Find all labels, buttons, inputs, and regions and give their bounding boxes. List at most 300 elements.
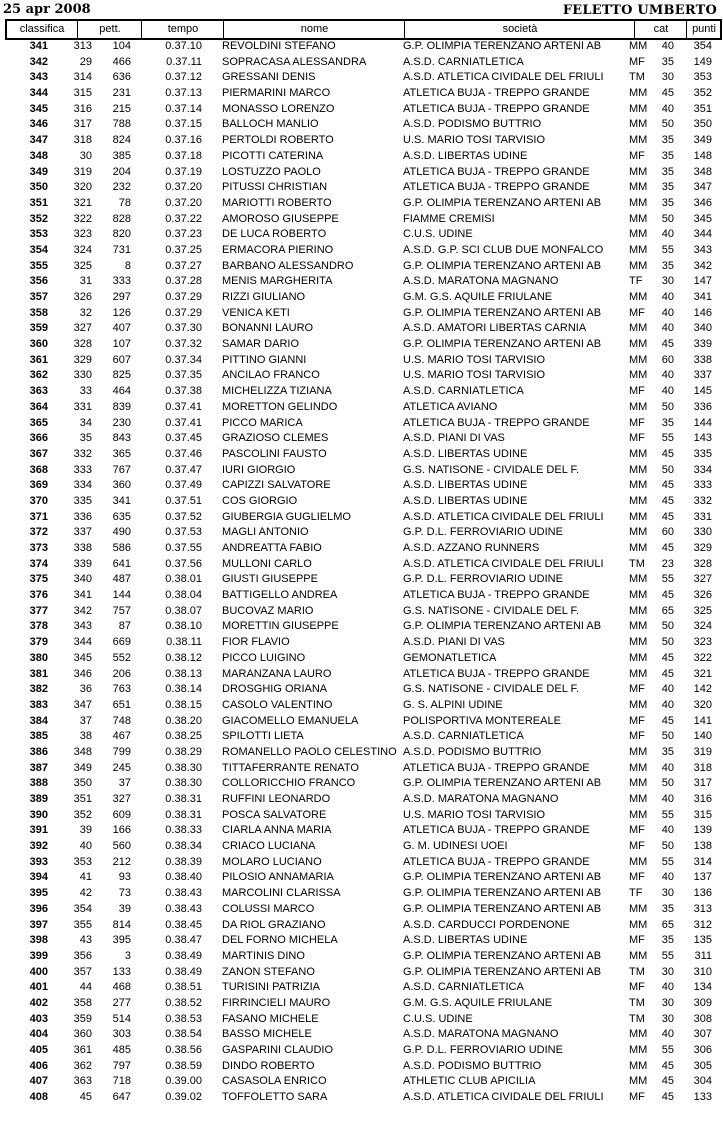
bib-number-cell: 303 [112, 1028, 131, 1041]
athlete-name-cell: VENICA KETI [222, 306, 290, 319]
position-cell: 373 [29, 542, 48, 554]
club-name-cell: G.P. D.L. FERROVIARIO UDINE [403, 1044, 563, 1056]
bib-number-cell: 212 [112, 855, 131, 868]
age-group-cell: 40 [661, 385, 674, 398]
athlete-name-cell: BATTIGELLO ANDREA [222, 589, 338, 602]
athlete-name-cell: PICCO MARICA [222, 416, 303, 429]
position-cell: 400 [29, 965, 48, 978]
category-rank-cell: 326 [73, 291, 92, 303]
athlete-name-cell: FIRRINCIELI MAURO [222, 996, 331, 1009]
bib-number-cell: 206 [112, 667, 131, 680]
club-name-cell: A.S.D. CARNIATLETICA [403, 730, 524, 743]
position-cell: 399 [29, 949, 48, 962]
club-name-cell: C.U.S. UDINE [403, 228, 473, 241]
points-cell: 311 [694, 949, 712, 962]
category-cell: MM [629, 494, 648, 507]
table-row [0, 604, 723, 620]
race-time-cell: 0.38.47 [165, 934, 202, 947]
position-cell: 367 [29, 447, 48, 460]
age-group-cell: 50 [661, 636, 674, 649]
table-row [0, 149, 723, 165]
race-time-cell: 0.37.15 [165, 118, 202, 131]
table-row [0, 729, 723, 745]
table-row [0, 117, 723, 133]
position-cell: 353 [29, 228, 48, 241]
race-time-cell: 0.37.20 [165, 181, 202, 194]
bib-number-cell: 466 [112, 55, 131, 68]
race-time-cell: 0.37.18 [165, 149, 202, 162]
position-cell: 346 [29, 118, 48, 131]
category-rank-cell: 361 [73, 1044, 92, 1056]
points-cell: 307 [693, 1028, 712, 1041]
bib-number-cell: 365 [112, 447, 131, 460]
race-time-cell: 0.38.56 [165, 1044, 202, 1056]
age-group-cell: 40 [661, 291, 674, 303]
age-group-cell: 35 [661, 134, 674, 147]
bib-number-cell: 824 [112, 134, 131, 147]
athlete-name-cell: CIARLA ANNA MARIA [222, 824, 332, 837]
athlete-name-cell: ANCILAO FRANCO [222, 369, 320, 382]
club-name-cell: G.S. NATISONE - CIVIDALE DEL F. [403, 604, 580, 617]
category-cell: MM [629, 745, 648, 758]
age-group-cell: 40 [661, 102, 674, 115]
race-time-cell: 0.38.07 [165, 604, 202, 617]
category-cell: MM [629, 918, 648, 931]
bib-number-cell: 757 [112, 604, 131, 617]
club-name-cell: U.S. MARIO TOSI TARVISIO [403, 369, 546, 382]
club-name-cell: ATLETICA BUJA - TREPPO GRANDE [403, 181, 590, 194]
category-cell: MM [629, 463, 648, 476]
table-row [0, 1027, 723, 1043]
bib-number-cell: 560 [112, 840, 131, 853]
bib-number-cell: 395 [112, 934, 131, 947]
points-cell: 339 [693, 338, 712, 351]
athlete-name-cell: REVOLDINI STEFANO [222, 40, 336, 52]
bib-number-cell: 763 [112, 683, 131, 696]
category-rank-cell: 347 [73, 698, 92, 711]
position-cell: 375 [29, 573, 48, 586]
race-time-cell: 0.37.41 [165, 400, 202, 413]
category-cell: TM [629, 965, 645, 978]
category-rank-cell: 320 [73, 181, 92, 194]
club-name-cell: G.M. G.S. AQUILE FRIULANE [403, 291, 553, 303]
category-cell: MM [629, 667, 648, 680]
col-header-classifica: classifica [19, 23, 65, 35]
position-cell: 405 [29, 1044, 48, 1056]
age-group-cell: 30 [661, 71, 674, 84]
athlete-name-cell: PICOTTI CATERINA [222, 149, 324, 162]
athlete-name-cell: PICCO LUIGINO [222, 651, 306, 664]
category-rank-cell: 316 [73, 102, 92, 115]
age-group-cell: 35 [661, 934, 674, 947]
athlete-name-cell: AMOROSO GIUSEPPE [222, 212, 339, 225]
points-cell: 140 [693, 730, 712, 743]
table-row [0, 776, 723, 792]
table-row [0, 651, 723, 667]
category-rank-cell: 360 [73, 1028, 92, 1041]
bib-number-cell: 232 [112, 181, 131, 194]
age-group-cell: 30 [661, 965, 674, 978]
table-row [0, 321, 723, 337]
category-cell: MM [629, 902, 648, 915]
table-row [0, 855, 723, 871]
club-name-cell: A.S.D. PIANI DI VAS [403, 432, 505, 445]
bib-number-cell: 669 [112, 636, 131, 649]
race-time-cell: 0.37.23 [165, 228, 202, 241]
category-rank-cell: 40 [79, 840, 92, 853]
age-group-cell: 55 [661, 949, 674, 962]
club-name-cell: A.S.D. CARNIATLETICA [403, 981, 524, 994]
position-cell: 361 [29, 353, 48, 366]
club-name-cell: A.S.D. ATLETICA CIVIDALE DEL FRIULI [403, 557, 604, 570]
category-cell: TM [629, 996, 645, 1009]
table-row [0, 823, 723, 839]
position-cell: 359 [29, 322, 48, 335]
race-time-cell: 0.37.41 [165, 416, 202, 429]
category-rank-cell: 332 [73, 447, 92, 460]
category-rank-cell: 322 [73, 212, 92, 225]
position-cell: 383 [29, 698, 48, 711]
bib-number-cell: 39 [118, 902, 131, 915]
category-rank-cell: 337 [73, 526, 92, 539]
category-cell: MM [629, 291, 648, 303]
race-time-cell: 0.38.40 [165, 871, 202, 884]
athlete-name-cell: GIUBERGIA GUGLIELMO [222, 510, 351, 523]
position-cell: 351 [29, 196, 48, 209]
points-cell: 316 [693, 793, 712, 805]
position-cell: 396 [29, 902, 48, 915]
age-group-cell: 40 [661, 228, 674, 241]
category-cell: MM [629, 855, 648, 868]
position-cell: 395 [29, 887, 48, 900]
race-time-cell: 0.38.30 [165, 777, 202, 790]
age-group-cell: 40 [661, 793, 674, 805]
category-cell: MF [629, 1091, 645, 1104]
age-group-cell: 30 [661, 996, 674, 1009]
athlete-name-cell: MULLONI CARLO [222, 557, 312, 570]
bib-number-cell: 586 [112, 542, 131, 554]
position-cell: 387 [29, 761, 48, 774]
points-cell: 330 [693, 526, 712, 539]
table-row [0, 463, 723, 479]
club-name-cell: U.S. MARIO TOSI TARVISIO [403, 353, 546, 366]
points-cell: 320 [693, 698, 712, 711]
position-cell: 385 [29, 730, 48, 743]
athlete-name-cell: IURI GIORGIO [222, 463, 296, 476]
points-cell: 143 [693, 432, 712, 445]
age-group-cell: 45 [661, 651, 674, 664]
athlete-name-cell: DINDO ROBERTO [222, 1059, 315, 1072]
age-group-cell: 30 [661, 275, 674, 288]
athlete-name-cell: DROSGHIG ORIANA [222, 683, 328, 696]
race-time-cell: 0.38.52 [165, 996, 202, 1009]
points-cell: 324 [693, 620, 712, 633]
athlete-name-cell: ROMANELLO PAOLO CELESTINO [222, 745, 397, 758]
points-cell: 146 [693, 306, 712, 319]
age-group-cell: 50 [661, 840, 674, 853]
points-cell: 337 [693, 369, 712, 382]
club-name-cell: G. M. UDINESI UOEI [403, 840, 508, 853]
bib-number-cell: 647 [112, 1091, 131, 1104]
age-group-cell: 35 [661, 149, 674, 162]
category-cell: MM [629, 87, 648, 100]
race-time-cell: 0.37.53 [165, 526, 202, 539]
category-cell: MM [629, 589, 648, 602]
category-rank-cell: 354 [73, 902, 92, 915]
age-group-cell: 40 [661, 1028, 674, 1041]
points-cell: 310 [693, 965, 712, 978]
category-cell: MM [629, 651, 648, 664]
age-group-cell: 65 [661, 918, 674, 931]
club-name-cell: U.S. MARIO TOSI TARVISIO [403, 808, 546, 821]
table-row [0, 886, 723, 902]
col-header-tempo: tempo [141, 21, 224, 38]
club-name-cell: G.S. NATISONE - CIVIDALE DEL F. [403, 463, 580, 476]
points-cell: 349 [693, 134, 712, 147]
club-name-cell: A.S.D. MARATONA MAGNANO [403, 1028, 559, 1041]
athlete-name-cell: ERMACORA PIERINO [222, 243, 334, 256]
category-rank-cell: 39 [79, 824, 92, 837]
age-group-cell: 50 [661, 777, 674, 790]
age-group-cell: 40 [661, 871, 674, 884]
bib-number-cell: 215 [112, 102, 131, 115]
race-time-cell: 0.37.55 [165, 542, 202, 554]
points-cell: 313 [693, 902, 712, 915]
athlete-name-cell: RIZZI GIULIANO [222, 291, 306, 303]
race-time-cell: 0.38.29 [165, 745, 202, 758]
club-name-cell: G.P. OLIMPIA TERENZANO ARTENI AB [403, 777, 602, 790]
col-header-cat: cat [634, 21, 687, 38]
club-name-cell: A.S.D. MARATONA MAGNANO [403, 275, 559, 288]
col-header-pett: pett. [77, 21, 142, 38]
club-name-cell: ATLETICA AVIANO [403, 400, 498, 413]
category-rank-cell: 45 [79, 1091, 92, 1104]
category-cell: MF [629, 840, 645, 853]
points-cell: 340 [693, 322, 712, 335]
table-row [0, 39, 723, 55]
position-cell: 349 [29, 165, 48, 178]
age-group-cell: 40 [661, 306, 674, 319]
category-rank-cell: 340 [73, 573, 92, 586]
category-cell: MF [629, 934, 645, 947]
points-cell: 323 [693, 636, 712, 649]
category-rank-cell: 338 [73, 542, 92, 554]
category-rank-cell: 327 [73, 322, 92, 335]
club-name-cell: G.P. OLIMPIA TERENZANO ARTENI AB [403, 40, 602, 52]
race-time-cell: 0.37.32 [165, 338, 202, 351]
position-cell: 370 [29, 494, 48, 507]
athlete-name-cell: PITUSSI CHRISTIAN [222, 181, 328, 194]
table-row [0, 541, 723, 557]
table-row [0, 353, 723, 369]
bib-number-cell: 126 [112, 306, 131, 319]
position-cell: 374 [29, 557, 48, 570]
age-group-cell: 40 [661, 981, 674, 994]
age-group-cell: 45 [661, 667, 674, 680]
bib-number-cell: 277 [112, 996, 131, 1009]
table-row [0, 70, 723, 86]
points-cell: 312 [693, 918, 712, 931]
club-name-cell: ATHLETIC CLUB APICILIA [403, 1075, 536, 1088]
athlete-name-cell: PERTOLDI ROBERTO [222, 134, 334, 147]
athlete-name-cell: MENIS MARGHERITA [222, 275, 333, 288]
bib-number-cell: 204 [112, 165, 131, 178]
points-cell: 147 [693, 275, 712, 288]
category-cell: MM [629, 338, 648, 351]
club-name-cell: G.P. OLIMPIA TERENZANO ARTENI AB [403, 196, 602, 209]
category-cell: TM [629, 1012, 645, 1025]
points-cell: 137 [693, 871, 712, 884]
bib-number-cell: 104 [112, 40, 131, 52]
table-row [0, 714, 723, 730]
age-group-cell: 50 [661, 212, 674, 225]
age-group-cell: 60 [661, 526, 674, 539]
race-time-cell: 0.38.51 [165, 981, 202, 994]
race-time-cell: 0.37.12 [165, 71, 202, 84]
category-cell: MM [629, 1028, 648, 1041]
category-rank-cell: 351 [73, 793, 92, 805]
points-cell: 342 [693, 259, 712, 272]
category-rank-cell: 29 [79, 55, 92, 68]
category-rank-cell: 362 [73, 1059, 92, 1072]
category-rank-cell: 321 [73, 196, 92, 209]
points-cell: 351 [693, 102, 712, 115]
club-name-cell: ATLETICA BUJA - TREPPO GRANDE [403, 416, 590, 429]
bib-number-cell: 641 [112, 557, 131, 570]
position-cell: 347 [29, 134, 48, 147]
category-rank-cell: 37 [79, 714, 92, 727]
bib-number-cell: 828 [112, 212, 131, 225]
age-group-cell: 50 [661, 463, 674, 476]
position-cell: 390 [29, 808, 48, 821]
category-rank-cell: 343 [73, 620, 92, 633]
club-name-cell: A.S.D. CARNIATLETICA [403, 55, 524, 68]
position-cell: 368 [29, 463, 48, 476]
position-cell: 360 [29, 338, 48, 351]
table-row [0, 980, 723, 996]
table-row [0, 478, 723, 494]
age-group-cell: 30 [661, 887, 674, 900]
table-row [0, 86, 723, 102]
category-cell: MM [629, 369, 648, 382]
position-cell: 363 [29, 385, 48, 398]
points-cell: 145 [693, 385, 712, 398]
points-cell: 321 [693, 667, 712, 680]
table-row [0, 494, 723, 510]
bib-number-cell: 385 [112, 149, 131, 162]
category-rank-cell: 330 [73, 369, 92, 382]
athlete-name-cell: GIACOMELLO EMANUELA [222, 714, 359, 727]
category-cell: MF [629, 385, 645, 398]
club-name-cell: ATLETICA BUJA - TREPPO GRANDE [403, 761, 590, 774]
bib-number-cell: 607 [112, 353, 131, 366]
athlete-name-cell: PILOSIO ANNAMARIA [222, 871, 334, 884]
age-group-cell: 40 [661, 322, 674, 335]
position-cell: 356 [29, 275, 48, 288]
athlete-name-cell: TOFFOLETTO SARA [222, 1091, 328, 1104]
position-cell: 384 [29, 714, 48, 727]
table-row [0, 761, 723, 777]
athlete-name-cell: RUFFINI LEONARDO [222, 793, 331, 805]
table-row [0, 588, 723, 604]
age-group-cell: 40 [661, 698, 674, 711]
table-row [0, 949, 723, 965]
race-time-cell: 0.38.43 [165, 902, 202, 915]
club-name-cell: A.S.D. AMATORI LIBERTAS CARNIA [403, 322, 587, 335]
bib-number-cell: 651 [112, 698, 131, 711]
race-time-cell: 0.38.01 [165, 573, 202, 586]
points-cell: 148 [693, 149, 712, 162]
position-cell: 341 [29, 40, 48, 52]
position-cell: 407 [29, 1075, 48, 1088]
position-cell: 343 [29, 71, 48, 84]
bib-number-cell: 636 [112, 71, 131, 84]
race-time-cell: 0.37.46 [165, 447, 202, 460]
category-cell: MM [629, 698, 648, 711]
position-cell: 358 [29, 306, 48, 319]
points-cell: 341 [693, 291, 712, 303]
age-group-cell: 55 [661, 808, 674, 821]
position-cell: 401 [29, 981, 48, 994]
club-name-cell: G.P. OLIMPIA TERENZANO ARTENI AB [403, 949, 602, 962]
position-cell: 404 [29, 1028, 48, 1041]
position-cell: 393 [29, 855, 48, 868]
race-time-cell: 0.38.33 [165, 824, 202, 837]
table-row [0, 1012, 723, 1028]
position-cell: 402 [29, 996, 48, 1009]
position-cell: 403 [29, 1012, 48, 1025]
points-cell: 353 [693, 71, 712, 84]
position-cell: 380 [29, 651, 48, 664]
category-cell: MM [629, 573, 648, 586]
category-cell: MM [629, 542, 648, 554]
position-cell: 391 [29, 824, 48, 837]
table-row [0, 180, 723, 196]
race-time-cell: 0.38.20 [165, 714, 202, 727]
bib-number-cell: 133 [112, 965, 131, 978]
club-name-cell: G.P. D.L. FERROVIARIO UDINE [403, 573, 563, 586]
age-group-cell: 45 [661, 1075, 674, 1088]
race-time-cell: 0.38.53 [165, 1012, 202, 1025]
position-cell: 394 [29, 871, 48, 884]
col-header-punti: punti [686, 21, 721, 38]
position-cell: 354 [29, 243, 48, 256]
athlete-name-cell: MARTINIS DINO [222, 949, 305, 962]
race-time-cell: 0.37.49 [165, 479, 202, 492]
category-rank-cell: 44 [79, 981, 92, 994]
club-name-cell: A.S.D. ATLETICA CIVIDALE DEL FRIULI [403, 71, 604, 84]
table-row [0, 870, 723, 886]
bib-number-cell: 231 [112, 87, 131, 100]
position-cell: 376 [29, 589, 48, 602]
athlete-name-cell: SAMAR DARIO [222, 338, 300, 351]
athlete-name-cell: BASSO MICHELE [222, 1028, 312, 1041]
table-row [0, 212, 723, 228]
category-cell: MF [629, 306, 645, 319]
category-cell: MM [629, 118, 648, 131]
points-cell: 136 [693, 887, 712, 900]
points-cell: 144 [693, 416, 712, 429]
bib-number-cell: 609 [112, 808, 131, 821]
points-cell: 134 [693, 981, 712, 994]
age-group-cell: 55 [661, 1044, 674, 1056]
table-row [0, 745, 723, 761]
table-row [0, 996, 723, 1012]
race-time-cell: 0.37.11 [166, 55, 202, 68]
category-cell: MM [629, 181, 648, 194]
table-row [0, 965, 723, 981]
category-cell: MM [629, 134, 648, 147]
